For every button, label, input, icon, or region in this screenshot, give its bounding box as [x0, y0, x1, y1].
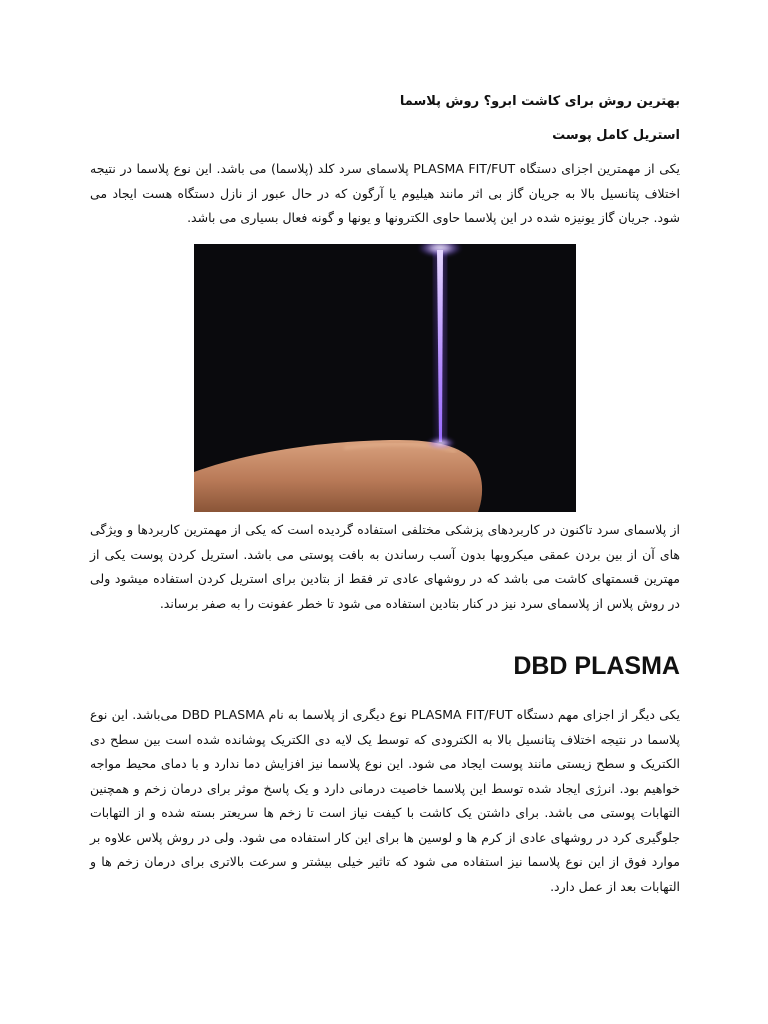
paragraph-intro: یکی از مهمترین اجزای دستگاه PLASMA FIT/FUT پلاسمای سرد کلد (پلاسما) می باشد. این نوع پلاسما در نتیجه اختلاف پتانسیل بالا به جریان گاز بی اثر مانند هیلیوم یا آرگون که در حال عبور از نازل دستگاه هست ایجاد می شود. جریان گاز یونیزه شده در این پلاسما حاوی الکترونها و یونها و گونه فعال بسیاری می باشد. [90, 161, 680, 225]
paragraph-sterilization: از پلاسمای سرد تاکنون در کاربردهای پزشکی مختلفی استفاده گردیده است که یکی از مهمترین کاربردها و ویژگی های آن از بین بردن عمقی میکروبها بدون آسب رساندن به بافت پوستی می باشد. استریل کردن پوست یکی از مهترین قسمتهای کاشت می باشد که در روشهای عادی تر فقط از بتادین برای استریل کردن استفاده میشود ولی در روش پلاس از پلاسمای سرد نیز در کنار بتادین استفاده می شود تا خطر عفونت را به صفر برساند. [90, 522, 680, 611]
section-heading-dbd: DBD PLASMA [513, 652, 680, 680]
article-title: بهترین روش برای کاشت ابرو؟ روش پلاسما [399, 94, 680, 109]
contact-glow [427, 437, 455, 449]
section-subtitle: استریل کامل پوست [552, 128, 680, 143]
paragraph-dbd: یکی دیگر از اجزای مهم دستگاه PLASMA FIT/FUT نوع دیگری از پلاسما به نام DBD PLASMA می‌باشد. این نوع پلاسما در نتیجه اختلاف پتانسیل بالا به الکترودی که توسط یک لایه دی الکتریک پوشانده شده است بین سطح دی الکتریک و سطح زیستی مانند پوست ایجاد می شود. این نوع پلاسما نیز افزایش دما ندارد و با دمای محیط مواجه خواهیم بود. انرژی ایجاد شده توسط این پلاسما خاصیت درمانی دارد و یک پاسخ موثر برای درمان زخم و همچنین التهابات پوستی می باشد. برای داشتن یک کاشت با کیفت نیاز است تا زخم ها سریعتر بسته شده و از التهابات جلوگیری کرد در روشهای عادی از کرم ها و لوسین ها برای این کار استفاده می شود. ولی در روش پلاس علاوه بر موارد فوق از این نوع پلاسما نیز استفاده می شود که تاثیر خیلی بیشتر و سرعت بالاتری برای درمان زخم ها و التهابات بعد از عمل دارد. [90, 707, 680, 894]
plasma-photo [194, 244, 576, 512]
